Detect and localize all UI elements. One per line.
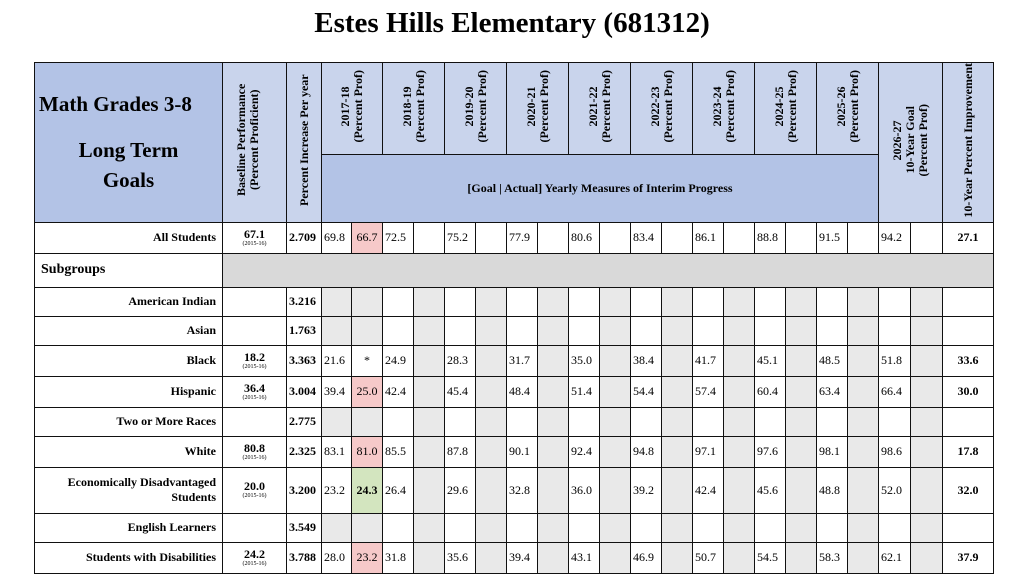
- actual-cell: [414, 542, 445, 573]
- header-year-8: 2024-25 (Percent Prof): [771, 70, 799, 143]
- actual-cell: [600, 376, 631, 407]
- goal-cell: 39.2: [631, 467, 662, 513]
- actual-cell: [662, 316, 693, 345]
- actual-cell: [538, 287, 569, 316]
- goal-cell: 23.2: [322, 467, 352, 513]
- increase-cell: 3.004: [287, 376, 322, 407]
- goal-cell: 85.5: [383, 436, 414, 467]
- goal-cell: [817, 407, 848, 436]
- actual-cell: [786, 376, 817, 407]
- goal-cell: [631, 287, 662, 316]
- actual-cell: 25.0: [352, 376, 383, 407]
- goal-banner: [Goal | Actual] Yearly Measures of Interim Progress: [322, 155, 879, 223]
- improvement-cell: 32.0: [943, 467, 994, 513]
- goal-cell: 41.7: [693, 345, 724, 376]
- actual-cell: [786, 436, 817, 467]
- actual-cell: [414, 436, 445, 467]
- goal-cell: [445, 407, 476, 436]
- goal-2026-cell: 52.0: [879, 467, 911, 513]
- actual-cell: [538, 436, 569, 467]
- goal-cell: [507, 316, 538, 345]
- goal-cell: 39.4: [322, 376, 352, 407]
- actual-cell: [414, 513, 445, 542]
- goal-cell: 87.8: [445, 436, 476, 467]
- goals-table: [34, 62, 994, 574]
- goal-cell: [445, 316, 476, 345]
- goal-cell: 26.4: [383, 467, 414, 513]
- goal-cell: 98.1: [817, 436, 848, 467]
- actual-cell: 24.3: [352, 467, 383, 513]
- goal-cell: [631, 513, 662, 542]
- goal-cell: 45.4: [445, 376, 476, 407]
- actual-cell: [352, 513, 383, 542]
- actual-cell: [662, 436, 693, 467]
- increase-cell: 3.549: [287, 513, 322, 542]
- actual-cell: [476, 316, 507, 345]
- actual-cell: [662, 407, 693, 436]
- goal-cell: 28.0: [322, 542, 352, 573]
- goal-cell: [817, 513, 848, 542]
- actual-cell: [724, 407, 755, 436]
- goal-cell: 57.4: [693, 376, 724, 407]
- actual-cell: [600, 542, 631, 573]
- goal-cell: [507, 287, 538, 316]
- goal-cell: [569, 287, 600, 316]
- actual-cell: 81.0: [352, 436, 383, 467]
- actual-cell: [786, 345, 817, 376]
- goal-cell: 48.5: [817, 345, 848, 376]
- actual-cell: [476, 542, 507, 573]
- improvement-cell: 33.6: [943, 345, 994, 376]
- actual-cell: [476, 376, 507, 407]
- improvement-cell: 30.0: [943, 376, 994, 407]
- goal-cell: 43.1: [569, 542, 600, 573]
- row-label: Two or More Races: [35, 407, 223, 436]
- goal-cell: 94.8: [631, 436, 662, 467]
- actual-cell: [848, 407, 879, 436]
- baseline-cell: [223, 316, 287, 345]
- actual-cell: [724, 376, 755, 407]
- header-ten-year-goal: 2026-27 10-Year Goal (Percent Prof): [890, 104, 930, 177]
- row-label: English Learners: [35, 513, 223, 542]
- goal-cell: [569, 513, 600, 542]
- actual-cell: [662, 287, 693, 316]
- goal-cell: [383, 407, 414, 436]
- table-row: [35, 513, 994, 542]
- goal-cell: [817, 316, 848, 345]
- improvement-cell: 17.8: [943, 436, 994, 467]
- increase-cell: 3.363: [287, 345, 322, 376]
- actual-cell: [352, 407, 383, 436]
- actual-cell: [414, 345, 445, 376]
- goal-2026-cell: [879, 513, 911, 542]
- goal-cell: [693, 513, 724, 542]
- goal-cell: 36.0: [569, 467, 600, 513]
- actual-cell: [414, 376, 445, 407]
- actual-cell: [848, 287, 879, 316]
- actual-cell: *: [352, 345, 383, 376]
- actual-cell: [724, 467, 755, 513]
- goal-cell: 54.4: [631, 376, 662, 407]
- goal-cell: 48.4: [507, 376, 538, 407]
- actual-cell: 23.2: [352, 542, 383, 573]
- goal-cell: 48.8: [817, 467, 848, 513]
- actual-cell: [476, 287, 507, 316]
- goal-cell: 58.3: [817, 542, 848, 573]
- table-row: [35, 436, 994, 467]
- goal-cell: 97.6: [755, 436, 786, 467]
- header-increase: Percent Increase Per year: [296, 74, 311, 207]
- goal-cell: [569, 407, 600, 436]
- goal-cell: 51.4: [569, 376, 600, 407]
- goal-2026-cell: [879, 407, 911, 436]
- actual-cell: [414, 316, 445, 345]
- actual-cell: [848, 436, 879, 467]
- goal-cell: 28.3: [445, 345, 476, 376]
- actual-cell: [414, 407, 445, 436]
- goal-cell: 97.1: [693, 436, 724, 467]
- goal-cell: 42.4: [383, 376, 414, 407]
- goal-cell: [817, 287, 848, 316]
- actual-cell: [848, 542, 879, 573]
- increase-cell: 3.216: [287, 287, 322, 316]
- goal-2026-cell: [879, 287, 911, 316]
- goal-2026-cell: [879, 316, 911, 345]
- actual-cell: [724, 345, 755, 376]
- actual-cell: [538, 345, 569, 376]
- actual-cell: [600, 316, 631, 345]
- actual-cell: [786, 316, 817, 345]
- goal-cell: [693, 316, 724, 345]
- baseline-cell: [223, 407, 287, 436]
- goal-cell: [322, 316, 352, 345]
- goal-cell: 31.7: [507, 345, 538, 376]
- goal-cell: 60.4: [755, 376, 786, 407]
- increase-cell: 3.200: [287, 467, 322, 513]
- goal-cell: 29.6: [445, 467, 476, 513]
- page-title: Estes Hills Elementary (681312): [314, 7, 710, 39]
- goal-cell: 83.1: [322, 436, 352, 467]
- actual-cell: [786, 513, 817, 542]
- table-row: [35, 407, 994, 436]
- goal-cell: [507, 407, 538, 436]
- goal-cell: [383, 316, 414, 345]
- actual-cell: [600, 345, 631, 376]
- goal-cell: [755, 316, 786, 345]
- actual-cell: [538, 316, 569, 345]
- actual-cell: [662, 345, 693, 376]
- actual-cell: [662, 542, 693, 573]
- actual-cell: [724, 287, 755, 316]
- actual-cell: [724, 436, 755, 467]
- table-row: [35, 345, 994, 376]
- subgroups-row: [35, 253, 994, 287]
- goal-cell: 63.4: [817, 376, 848, 407]
- actual-cell: [848, 316, 879, 345]
- table-row: [35, 376, 994, 407]
- goal-cell: [322, 513, 352, 542]
- row-label: American Indian: [35, 287, 223, 316]
- actual-cell: [848, 513, 879, 542]
- goal-cell: [693, 407, 724, 436]
- actual-cell: [600, 513, 631, 542]
- increase-cell: 3.788: [287, 542, 322, 573]
- header-year-5: 2021-22 (Percent Prof): [585, 70, 613, 143]
- increase-cell: 1.763: [287, 316, 322, 345]
- goal-cell: 24.9: [383, 345, 414, 376]
- improvement-cell: 37.9: [943, 542, 994, 573]
- goal-2026-cell: 62.1: [879, 542, 911, 573]
- actual-cell: [476, 467, 507, 513]
- baseline-cell: [223, 287, 287, 316]
- actual-cell: [600, 287, 631, 316]
- actual-cell: [600, 467, 631, 513]
- increase-cell: 2.325: [287, 436, 322, 467]
- goal-cell: [507, 513, 538, 542]
- goal-cell: [755, 513, 786, 542]
- actual-cell: [600, 407, 631, 436]
- actual-cell: [476, 436, 507, 467]
- actual-cell: [476, 407, 507, 436]
- actual-cell: [786, 542, 817, 573]
- goal-cell: 31.8: [383, 542, 414, 573]
- header-year-3: 2019-20 (Percent Prof): [461, 70, 489, 143]
- actual-cell: [476, 513, 507, 542]
- goal-cell: [322, 287, 352, 316]
- actual-cell: [724, 513, 755, 542]
- actual-cell: [476, 345, 507, 376]
- actual-cell: [662, 376, 693, 407]
- header-title: Math Grades 3-8: [39, 92, 192, 117]
- goal-cell: 90.1: [507, 436, 538, 467]
- header-year-1: 2017-18 (Percent Prof): [338, 70, 365, 143]
- header-ten-year-improvement: 10-Year Percent Improvement: [960, 63, 975, 218]
- table-row: [35, 467, 994, 513]
- subgroups-label: Subgroups: [35, 253, 223, 287]
- baseline-cell: 18.2 (2015-16): [223, 345, 287, 376]
- improvement-cell: [943, 316, 994, 345]
- goal-cell: [631, 407, 662, 436]
- row-label: Hispanic: [35, 376, 223, 407]
- increase-cell: 2.775: [287, 407, 322, 436]
- goal-cell: 38.4: [631, 345, 662, 376]
- actual-cell: [414, 467, 445, 513]
- header-left: [35, 63, 223, 223]
- table-row: [35, 316, 994, 345]
- goal-cell: [569, 316, 600, 345]
- actual-cell: [724, 542, 755, 573]
- actual-cell: [786, 467, 817, 513]
- header-subtitle-2: Goals: [102, 168, 155, 193]
- baseline-cell: 80.8 (2015-16): [223, 436, 287, 467]
- baseline-cell: 24.2 (2015-16): [223, 542, 287, 573]
- goal-2026-cell: 51.8: [879, 345, 911, 376]
- header-year-2: 2018-19 (Percent Prof): [399, 70, 427, 143]
- actual-cell: [848, 345, 879, 376]
- header-year-4: 2020-21 (Percent Prof): [523, 70, 551, 143]
- improvement-cell: [943, 407, 994, 436]
- actual-cell: [538, 467, 569, 513]
- goal-cell: 42.4: [693, 467, 724, 513]
- actual-cell: [848, 467, 879, 513]
- goal-cell: 92.4: [569, 436, 600, 467]
- goal-cell: [383, 513, 414, 542]
- goal-2026-cell: 66.4: [879, 376, 911, 407]
- goal-cell: 54.5: [755, 542, 786, 573]
- goal-cell: [383, 287, 414, 316]
- goal-cell: [445, 287, 476, 316]
- header-baseline: Baseline Performance (Percent Proficient): [233, 84, 261, 197]
- goal-cell: 45.6: [755, 467, 786, 513]
- row-label: Black: [35, 345, 223, 376]
- actual-cell: [538, 376, 569, 407]
- goal-cell: [693, 287, 724, 316]
- header-year-9: 2025-26 (Percent Prof): [833, 70, 861, 143]
- actual-cell: [414, 287, 445, 316]
- table-row: [35, 287, 994, 316]
- goal-cell: 46.9: [631, 542, 662, 573]
- goal-cell: 45.1: [755, 345, 786, 376]
- improvement-cell: [943, 513, 994, 542]
- row-label: Asian: [35, 316, 223, 345]
- row-label: White: [35, 436, 223, 467]
- baseline-cell: 36.4 (2015-16): [223, 376, 287, 407]
- goal-cell: [755, 407, 786, 436]
- goal-cell: 32.8: [507, 467, 538, 513]
- goal-2026-cell: 98.6: [879, 436, 911, 467]
- actual-cell: [786, 287, 817, 316]
- goal-cell: 39.4: [507, 542, 538, 573]
- goal-cell: [445, 513, 476, 542]
- row-label: Students with Disabilities: [35, 542, 223, 573]
- header-subtitle-1: Long Term: [78, 138, 179, 163]
- actual-cell: [724, 316, 755, 345]
- actual-cell: [600, 436, 631, 467]
- goal-cell: [631, 316, 662, 345]
- row-label: Economically Disadvantaged Students: [35, 467, 223, 513]
- actual-cell: [538, 513, 569, 542]
- actual-cell: [786, 407, 817, 436]
- actual-cell: [662, 467, 693, 513]
- goal-cell: 35.0: [569, 345, 600, 376]
- baseline-cell: 20.0 (2015-16): [223, 467, 287, 513]
- goal-cell: [755, 287, 786, 316]
- actual-cell: [538, 407, 569, 436]
- goal-cell: 21.6: [322, 345, 352, 376]
- baseline-cell: [223, 513, 287, 542]
- goal-cell: 50.7: [693, 542, 724, 573]
- header-year-7: 2023-24 (Percent Prof): [709, 70, 737, 143]
- table-row: [35, 542, 994, 573]
- header-year-6: 2022-23 (Percent Prof): [647, 70, 675, 143]
- actual-cell: [352, 287, 383, 316]
- goal-cell: [322, 407, 352, 436]
- actual-cell: [848, 376, 879, 407]
- actual-cell: [352, 316, 383, 345]
- actual-cell: [538, 542, 569, 573]
- actual-cell: [662, 513, 693, 542]
- goal-cell: 35.6: [445, 542, 476, 573]
- table-row-all-students: All Students 67.1 (2015-16) 2.709 69.8 66.7 72.5 75.2 77.9 80.6 83.4 86.1 88.8 91.5 94.2 27.1: [35, 222, 994, 253]
- improvement-cell: [943, 287, 994, 316]
